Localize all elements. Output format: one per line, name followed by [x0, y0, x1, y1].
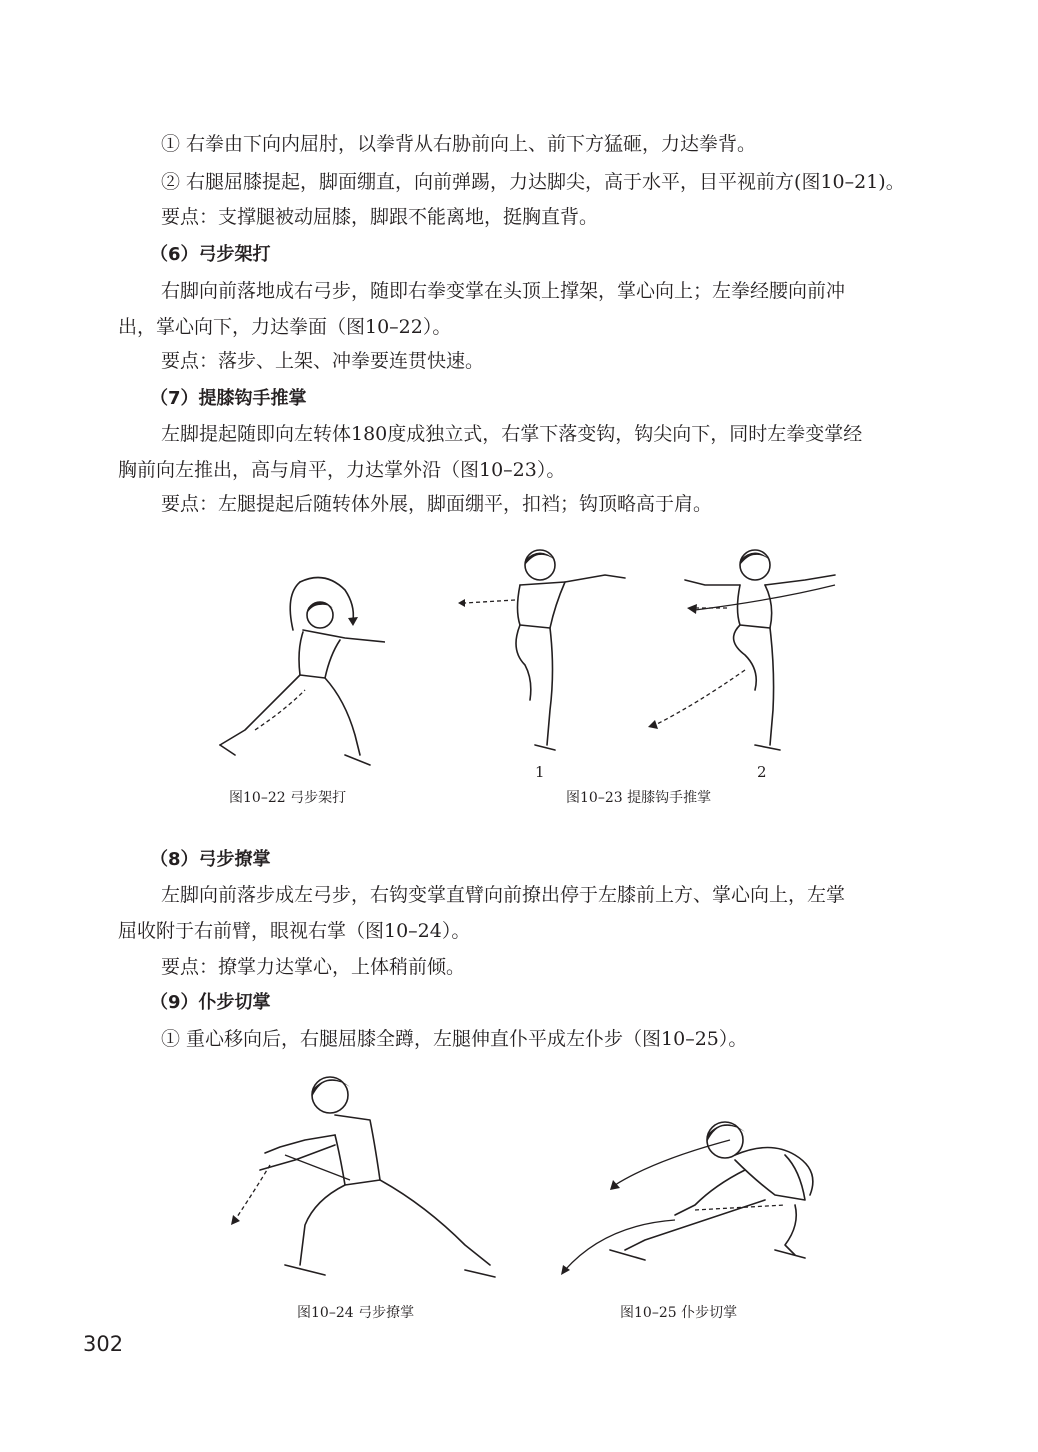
- figure-10-24-illustration: [225, 1065, 505, 1290]
- figure-10-23-illustration: [455, 540, 875, 760]
- figure-10-25-caption: 图10–25 仆步切掌: [620, 1305, 738, 1321]
- section-7-text-line1: 左脚提起随即向左转体180度成独立式，右掌下落变钩，钩尖向下，同时左拳变掌经: [161, 423, 863, 445]
- step-1-text: ① 右拳由下向内屈肘，以拳背从右胁前向上、前下方猛砸，力达拳背。: [161, 133, 757, 155]
- section-6-key-points: 要点：落步、上架、冲拳要连贯快速。: [161, 350, 485, 372]
- section-6-text-line1: 右脚向前落地成右弓步，随即右拳变掌在头顶上撑架，掌心向上；左拳经腰向前冲: [161, 280, 846, 302]
- section-9-heading: （9）仆步切掌: [150, 992, 271, 1013]
- section-8-heading: （8）弓步撩掌: [150, 849, 271, 870]
- section-8-text-line1: 左脚向前落步成左弓步，右钩变掌直臂向前撩出停于左膝前上方、掌心向上，左掌: [161, 884, 846, 906]
- figure-10-25-illustration: [555, 1110, 835, 1285]
- figure-10-23-sub-label-2: 2: [757, 763, 767, 781]
- section-8-text-line2: 屈收附于右前臂，眼视右掌（图10–24）。: [118, 920, 471, 942]
- section-7-key-points: 要点：左腿提起后随转体外展，脚面绷平，扣裆；钩顶略高于肩。: [161, 493, 713, 515]
- figure-10-24-caption: 图10–24 弓步撩掌: [297, 1305, 415, 1321]
- figure-10-23-caption: 图10–23 提膝钩手推掌: [566, 790, 712, 806]
- figure-10-22-caption: 图10–22 弓步架打: [229, 790, 347, 806]
- section-9-text: ① 重心移向后，右腿屈膝全蹲，左腿伸直仆平成左仆步（图10–25）。: [161, 1028, 748, 1050]
- section-8-key-points: 要点：撩掌力达掌心，上体稍前倾。: [161, 956, 466, 978]
- section-6-heading: （6）弓步架打: [150, 244, 271, 265]
- page-number: 302: [83, 1332, 124, 1356]
- section-7-heading: （7）提膝钩手推掌: [150, 388, 307, 409]
- section-7-text-line2: 胸前向左推出，高与肩平，力达掌外沿（图10–23）。: [118, 459, 566, 481]
- figure-10-22-illustration: [205, 560, 385, 775]
- step-2-text: ② 右腿屈膝提起，脚面绷直，向前弹踢，力达脚尖，高于水平，目平视前方(图10–21)。: [161, 171, 905, 193]
- figure-10-23-sub-label-1: 1: [535, 763, 545, 781]
- key-points-text: 要点：支撑腿被动屈膝，脚跟不能离地，挺胸直背。: [161, 206, 599, 228]
- section-6-text-line2: 出，掌心向下，力达拳面（图10–22）。: [118, 316, 452, 338]
